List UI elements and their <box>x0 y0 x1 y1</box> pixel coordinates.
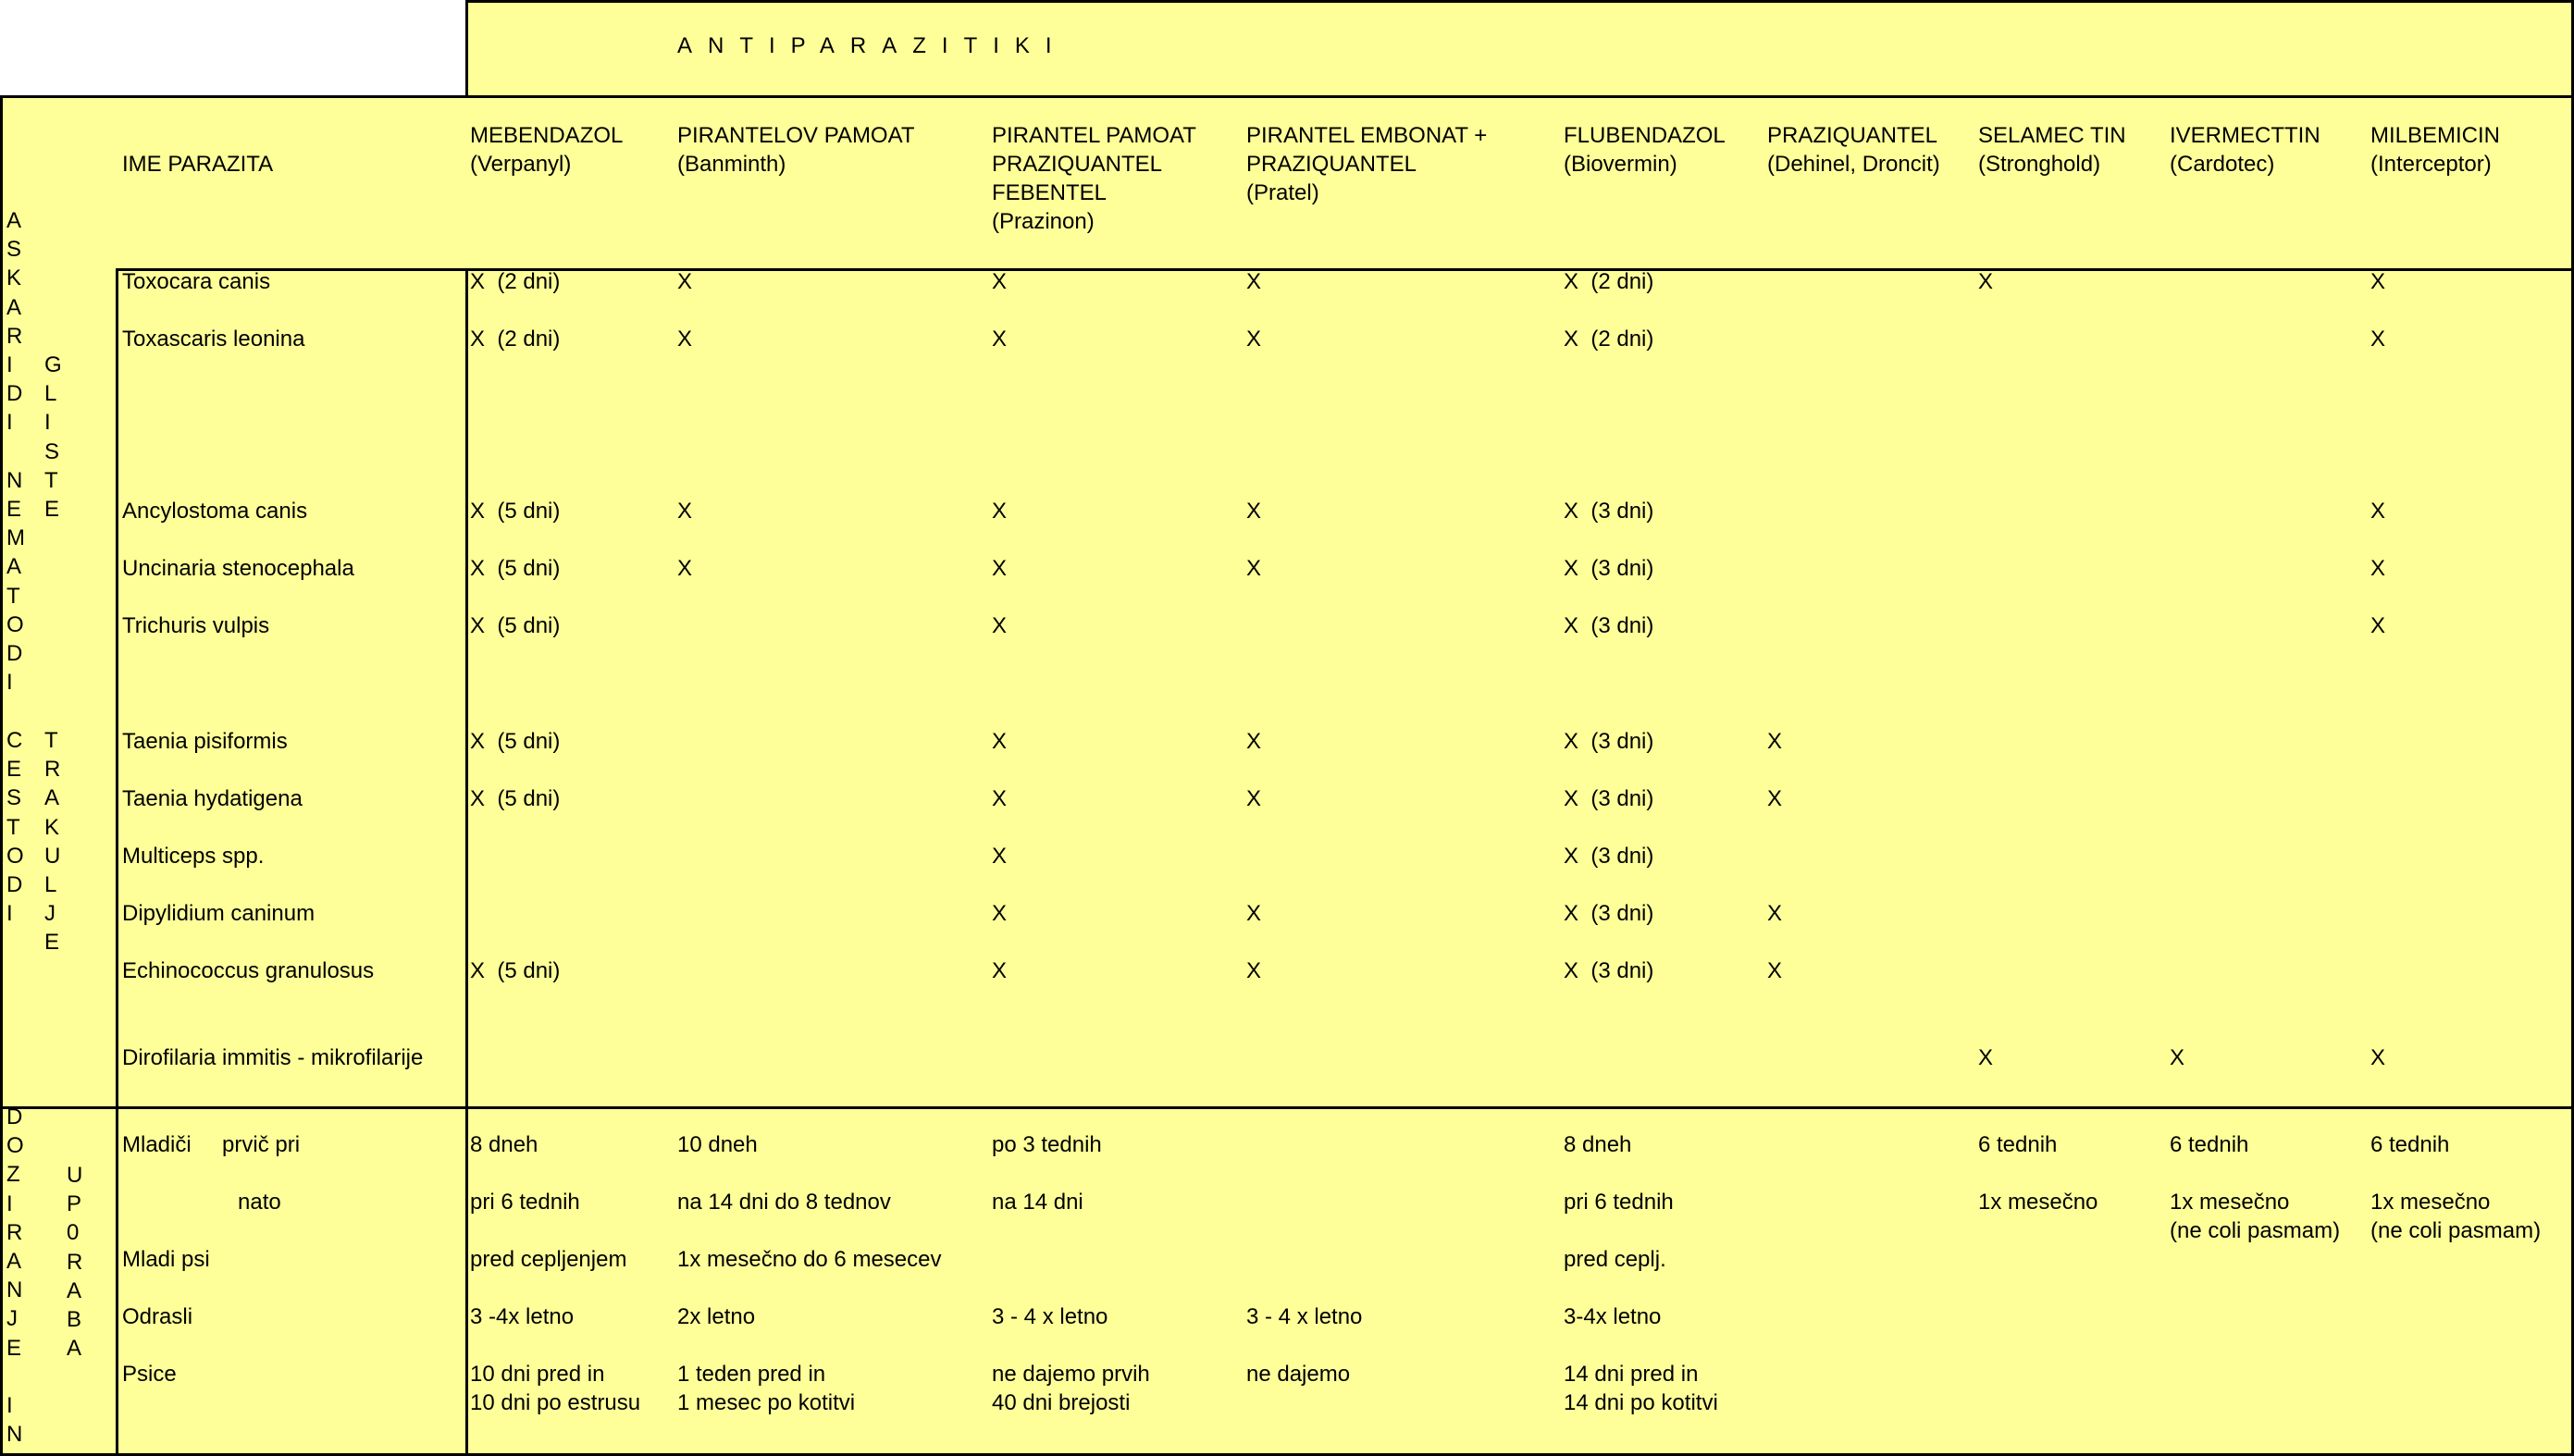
dosing-row-cell: na 14 dni <box>992 1190 1083 1215</box>
trakulje-label-char: R <box>44 757 61 783</box>
parasite-row-cell: X (5 dni) <box>470 556 561 581</box>
parasite-row-label: Dipylidium caninum <box>122 901 316 926</box>
header-top-border <box>0 95 2574 98</box>
askaridi-nematodi-label-char: A <box>6 208 22 233</box>
parasite-row-cell: X <box>992 499 1008 524</box>
parasite-row-cell: X <box>2370 327 2386 352</box>
parasite-row-cell: X <box>1246 327 1262 352</box>
column-header <box>1767 121 1940 179</box>
doziranje-label-char: Z <box>6 1162 20 1188</box>
column-header <box>1564 121 1726 179</box>
parasite-row-cell: X (5 dni) <box>470 613 561 638</box>
column-header-sub: (Verpanyl) <box>470 152 572 177</box>
askaridi-nematodi-label-char: I <box>6 410 13 436</box>
parasite-row-cell: X (5 dni) <box>470 786 561 811</box>
parasite-row-cell: X (3 dni) <box>1564 613 1654 638</box>
column-header-sub: (Prazinon) <box>992 209 1095 234</box>
column-header <box>2370 121 2500 179</box>
parasite-row-cell: X <box>1767 729 1783 754</box>
askaridi-nematodi-label-char: I <box>6 670 13 696</box>
cestodi-label-char: S <box>6 785 22 811</box>
parasite-row-label: Taenia hydatigena <box>122 786 303 811</box>
parasite-row-cell: X (5 dni) <box>470 499 561 524</box>
dosing-row-label: Odrasli <box>122 1304 193 1329</box>
uporaba-label-char: U <box>67 1163 83 1188</box>
parasite-row-cell: X <box>992 613 1008 638</box>
gliste-label-char: I <box>44 410 51 436</box>
column-header-name: SELAMEC TIN <box>1978 123 2126 148</box>
parasite-row-label: Dirofilaria immitis - mikrofilarije <box>122 1045 424 1070</box>
parasite-row-cell: X <box>1978 269 1994 294</box>
dosing-row-cell: 8 dneh <box>1564 1132 1632 1157</box>
uporaba-label-char: A <box>67 1277 82 1303</box>
dosing-row-cell: 6 tednih <box>2370 1132 2450 1157</box>
parasite-row-cell: X <box>677 269 693 294</box>
parasite-row-label: Multiceps spp. <box>122 844 265 869</box>
parasite-row-cell: X (3 dni) <box>1564 844 1654 869</box>
dosing-row-cell: 3 -4x letno <box>470 1304 575 1329</box>
doziranje-label-char: I <box>6 1393 13 1418</box>
dosing-row-cell: pri 6 tednih <box>470 1190 580 1215</box>
parasite-row-cell: X (2 dni) <box>470 269 561 294</box>
column-header-name: MILBEMICIN <box>2370 123 2501 148</box>
parasite-row-cell: X <box>1767 786 1783 811</box>
trakulje-label-char: T <box>44 728 58 753</box>
askaridi-nematodi-label-char: R <box>6 323 23 349</box>
askaridi-nematodi-label-char: N <box>6 467 23 493</box>
parasite-row-label: Toxascaris leonina <box>122 327 305 352</box>
cestodi-label-char: C <box>6 728 23 753</box>
parasite-row-cell: X (3 dni) <box>1564 499 1654 524</box>
parasite-row-cell: X <box>1246 729 1262 754</box>
gliste-label-char: S <box>44 438 60 464</box>
askaridi-nematodi-label-char: D <box>6 641 23 666</box>
parasite-row-cell: X <box>2370 269 2386 294</box>
dosing-row-cell: pred cepljenjem <box>470 1247 627 1272</box>
doziranje-label-char: J <box>6 1306 18 1332</box>
dosing-row-cell: ne dajemo <box>1246 1362 1351 1387</box>
dosing-row-cell: 14 dni pred in 14 dni po kotitvi <box>1564 1362 1718 1415</box>
dosing-row-cell: 6 tednih <box>2170 1132 2249 1157</box>
cestodi-label-char: E <box>6 757 22 783</box>
column-header-name: IVERMECTTIN <box>2170 123 2320 148</box>
doziranje-label-char: R <box>6 1219 23 1245</box>
doziranje-label-char: N <box>6 1422 23 1448</box>
dosing-row-cell: na 14 dni do 8 tednov <box>677 1190 891 1215</box>
column-header <box>1978 121 2126 179</box>
cestodi-label-char: T <box>6 814 20 840</box>
parasite-row-cell: X (3 dni) <box>1564 901 1654 926</box>
dosing-top-border <box>0 1106 2574 1109</box>
parasite-row-cell: X <box>677 556 693 581</box>
askaridi-nematodi-label-char: A <box>6 294 22 320</box>
parasite-row-cell: X <box>992 327 1008 352</box>
parasite-row-cell: X <box>1246 786 1262 811</box>
parasite-row-cell: X <box>992 958 1008 983</box>
askaridi-nematodi-label-char: D <box>6 381 23 407</box>
askaridi-nematodi-label-char: E <box>6 497 22 522</box>
dosing-row-cell: 6 tednih <box>1978 1132 2058 1157</box>
column-header <box>992 121 1196 236</box>
parasite-row-cell: X <box>992 729 1008 754</box>
dosing-row-cell: pri 6 tednih <box>1564 1190 1674 1215</box>
parasite-row-cell: X <box>992 269 1008 294</box>
dosing-row-label: Mladiči prvič pri <box>122 1132 301 1157</box>
doziranje-label-char: I <box>6 1191 13 1216</box>
trakulje-label-char: J <box>44 901 56 927</box>
parasite-row-cell: X <box>677 327 693 352</box>
parasite-row-cell: X <box>992 556 1008 581</box>
askaridi-nematodi-label-char: K <box>6 265 22 291</box>
dosing-row-cell: 1x mesečno <box>1978 1190 2098 1215</box>
parasite-row-cell: X <box>1246 958 1262 983</box>
dosing-row-cell: pred ceplj. <box>1564 1247 1666 1272</box>
dosing-row-cell: 1 teden pred in 1 mesec po kotitvi <box>677 1362 856 1415</box>
parasite-row-cell: X (5 dni) <box>470 958 561 983</box>
uporaba-label-char: A <box>67 1336 82 1362</box>
parasite-row-cell: X <box>677 499 693 524</box>
doziranje-label-char: D <box>6 1104 23 1129</box>
askaridi-nematodi-label-char: M <box>6 525 25 551</box>
page-title: ANTIPARAZITIKI <box>677 33 1068 58</box>
parasite-row-label: Ancylostoma canis <box>122 499 308 524</box>
column-header-sub: (Cardotec) <box>2170 152 2275 177</box>
uporaba-label-char: B <box>67 1307 82 1332</box>
label-column-right-border <box>465 268 468 1456</box>
cestodi-label-char: D <box>6 872 23 897</box>
column-header-sub: (Banminth) <box>677 152 786 177</box>
parasite-row-cell: X <box>2370 556 2386 581</box>
column-header-sub: (Interceptor) <box>2370 152 2492 177</box>
parasite-row-cell: X <box>992 844 1008 869</box>
uporaba-label-char: R <box>67 1249 83 1275</box>
dosing-row-cell: 8 dneh <box>470 1132 538 1157</box>
gliste-label-char: L <box>44 381 57 407</box>
column-header <box>1246 121 1487 207</box>
parasite-row-cell: X <box>1246 901 1262 926</box>
parasite-row-cell: X (3 dni) <box>1564 786 1654 811</box>
column-header-sub: (Dehinel, Droncit) <box>1767 152 1940 177</box>
dosing-row-label: Mladi psi <box>122 1247 210 1272</box>
column-header <box>677 121 915 179</box>
column-header-name: PIRANTEL PAMOAT PRAZIQUANTEL FEBENTEL <box>992 123 1196 205</box>
parasite-row-cell: X <box>1246 499 1262 524</box>
gliste-label-char: E <box>44 497 60 522</box>
parasite-row-label: Trichuris vulpis <box>122 613 270 638</box>
label-column-left-border <box>116 268 118 1456</box>
parasite-row-cell: X <box>1246 556 1262 581</box>
dosing-row-cell: 3 - 4 x letno <box>1246 1304 1363 1329</box>
trakulje-label-char: U <box>44 843 61 869</box>
dosing-row-cell: 1x mesečno (ne coli pasmam) <box>2170 1190 2341 1243</box>
parasite-row-cell: X (2 dni) <box>1564 327 1654 352</box>
doziranje-label-char: E <box>6 1335 22 1361</box>
parasite-row-cell: X <box>2370 499 2386 524</box>
trakulje-label-char: E <box>44 930 60 956</box>
parasite-row-cell: X <box>2370 1045 2386 1070</box>
column-header-sub: (Pratel) <box>1246 180 1319 205</box>
parasite-row-cell: X <box>992 786 1008 811</box>
trakulje-label-char: K <box>44 814 60 840</box>
parasite-row-label: Uncinaria stenocephala <box>122 556 354 581</box>
dosing-row-cell: 3 - 4 x letno <box>992 1304 1108 1329</box>
column-header-sub: (Stronghold) <box>1978 152 2101 177</box>
parasite-row-label: Taenia pisiformis <box>122 729 288 754</box>
parasite-row-cell: X (2 dni) <box>1564 269 1654 294</box>
dosing-row-cell: 1x mesečno do 6 mesecev <box>677 1247 942 1272</box>
column-header-name: PIRANTELOV PAMOAT <box>677 123 915 148</box>
parasite-row-cell: X <box>2170 1045 2185 1070</box>
doziranje-label-char: O <box>6 1133 24 1159</box>
askaridi-nematodi-label-char: S <box>6 237 22 263</box>
gliste-label-char: G <box>44 352 62 377</box>
trakulje-label-char: A <box>44 785 60 811</box>
dosing-row-cell: ne dajemo prvih 40 dni brejosti <box>992 1362 1150 1415</box>
parasite-row-cell: X <box>1978 1045 1994 1070</box>
column-header-name: PRAZIQUANTEL <box>1767 123 1938 148</box>
parasite-row-cell: X (3 dni) <box>1564 556 1654 581</box>
dosing-row-cell: 10 dneh <box>677 1132 758 1157</box>
column-header-name: PIRANTEL EMBONAT + PRAZIQUANTEL <box>1246 123 1488 177</box>
askaridi-nematodi-label-char: T <box>6 583 20 609</box>
parasite-row-label: Toxocara canis <box>122 269 271 294</box>
dosing-row-cell: 10 dni pred in 10 dni po estrusu <box>470 1362 641 1415</box>
askaridi-nematodi-label-char: I <box>6 352 13 377</box>
parasite-row-cell: X <box>1767 901 1783 926</box>
column-header <box>2170 121 2320 179</box>
trakulje-label-char: L <box>44 872 57 897</box>
parasite-row-cell: X <box>2370 613 2386 638</box>
parasite-row-label: Echinococcus granulosus <box>122 958 375 983</box>
parasite-row-cell: X <box>1246 269 1262 294</box>
doziranje-label-char: N <box>6 1277 23 1303</box>
column-header <box>470 121 623 179</box>
dosing-row-cell: 1x mesečno (ne coli pasmam) <box>2370 1190 2542 1243</box>
parasite-row-cell: X (3 dni) <box>1564 729 1654 754</box>
parasite-row-cell: X (5 dni) <box>470 729 561 754</box>
dosing-row-label: Psice <box>122 1362 177 1387</box>
doziranje-label-char: A <box>6 1249 22 1274</box>
cestodi-label-char: O <box>6 843 24 869</box>
parasite-row-cell: X (3 dni) <box>1564 958 1654 983</box>
row-label-header: IME PARAZITA <box>122 152 274 177</box>
table-left-border <box>0 95 3 1456</box>
dosing-row-cell: 3-4x letno <box>1564 1304 1662 1329</box>
parasite-row-cell: X <box>992 901 1008 926</box>
title-top-border <box>465 0 2574 3</box>
dosing-row-cell: po 3 tednih <box>992 1132 1102 1157</box>
column-header-name: MEBENDAZOL <box>470 123 624 148</box>
column-header-name: FLUBENDAZOL <box>1564 123 1726 148</box>
uporaba-label-char: P <box>67 1191 82 1217</box>
uporaba-label-char: 0 <box>67 1220 80 1246</box>
parasite-row-cell: X <box>1767 958 1783 983</box>
parasite-row-cell: X (2 dni) <box>470 327 561 352</box>
dosing-row-cell: 2x letno <box>677 1304 756 1329</box>
table-area <box>0 97 2574 1456</box>
title-left-border <box>465 0 468 97</box>
askaridi-nematodi-label-char: O <box>6 611 24 637</box>
column-header-sub: (Biovermin) <box>1564 152 1677 177</box>
cestodi-label-char: I <box>6 901 13 927</box>
gliste-label-char: T <box>44 467 58 493</box>
dosing-row-label: nato <box>238 1190 281 1215</box>
askaridi-nematodi-label-char: A <box>6 554 22 580</box>
